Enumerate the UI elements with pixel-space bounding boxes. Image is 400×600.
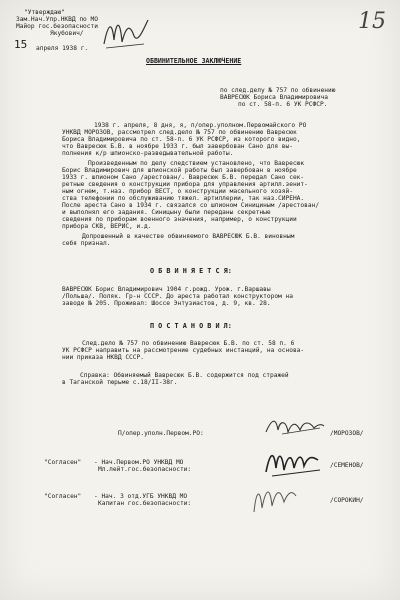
accused-line: ВАВРЕСЮК Борис Владимирович 1904 г.рожд. Урож. г.Варшавы [62, 286, 271, 293]
para1-line: 1938 г. апреля, 8 дня, я, п/опер.уполном.Первомайского РО [94, 122, 307, 129]
para3-line: Допрошенный в качестве обвиняемого ВАВРЕСЮК Б.В. виновным [82, 233, 295, 240]
svg-text:15: 15 [358, 9, 386, 32]
approval-line2: Майор гос.безопасности [16, 23, 98, 30]
signer-role: П/опер.уполн.Первом.РО: [118, 430, 204, 437]
reference-line: Справка: Обвиняемый Вавресюк Б.В. содержится под стражей [80, 372, 289, 379]
accused-heading: О Б В И Н Я Е Т С Я: [150, 267, 232, 275]
approval-line3: Якубович/ [50, 30, 84, 37]
signature-sorokin [248, 478, 302, 518]
para2-line: сведения по приборам военного значения, например, о конструкции [62, 216, 297, 223]
para2-line: прибора СКВ, ВЕРИС, и.д. [62, 223, 152, 230]
approval-date-number: 15 [14, 38, 28, 51]
accused-line: /Польша/. Поляк. Гр-н СССР. До ареста работал конструктором на [62, 293, 293, 300]
signer-name: /СЕМЕНОВ/ [330, 462, 364, 469]
approval-date: апреля 1938 г. [36, 45, 89, 52]
decree-line: нии приказа НКВД СССР. [62, 354, 144, 361]
document-title: ОБВИНИТЕЛЬНОЕ ЗАКЛЮЧЕНИЕ [146, 57, 242, 65]
para2-line: ретные сведения о конструкции прибора для управления артилл.зенит- [62, 181, 308, 188]
decree-heading: П О С Т А Н О В И Л: [150, 322, 232, 330]
signer-name: /МОРОЗОВ/ [330, 430, 364, 437]
accused-line: заводе № 205. Проживал: Шоссе Энтузиастов, д. 9, кв. 28. [62, 300, 271, 307]
para1-line: УНКВД МОРОЗОВ, рассмотрел след.дело № 757 по обвинению Вавресюк [62, 129, 297, 136]
decree-line: След.дело № 757 по обвинению Вавресюк Б.В. по ст. 58 п. 6 [82, 340, 295, 347]
reference-line: в Таганской тюрьме с.18/II-38г. [62, 379, 178, 386]
para2-line: После ареста Сано в 1934 г. связался со шпионом Синициным /арестован/ [62, 202, 320, 209]
para3-line: себя признал. [62, 240, 111, 247]
approval-signature [100, 14, 152, 54]
signer-name: /СОРОКИН/ [330, 497, 364, 504]
para2-line: 1933 г. шпионом Сано /арестован/. Вавресюк Б.В. передал Сано сек- [62, 174, 305, 181]
subject-line-2: ВАВРЕСЮК Бориса Владимировича [220, 94, 329, 101]
approval-title: "Утверждаю" [24, 9, 65, 16]
signer-role: - Нач.Первом.РО УНКВД МО [94, 459, 184, 466]
signer-role: Капитан гос.безопасности: [98, 500, 192, 507]
approval-line1: Зам.Нач.Упр.НКВД по МО [16, 16, 98, 23]
signature-semenov [262, 446, 326, 480]
agreed-label: "Согласен" [44, 459, 82, 466]
para2-line: ным огнем, т.наз. прибор ВЕСТ, о конструкции масельного хозяй- [62, 188, 293, 195]
signature-morozov [262, 414, 328, 440]
subject-line-1: по след.делу № 757 по обвинению [220, 87, 336, 94]
signer-role: Мл.лейт.гос.безопасности: [98, 466, 192, 473]
subject-line-3: по ст. 58-п. 6 УК РСФСР. [238, 101, 328, 108]
para2-line: ства телефонии по обслуживанию тяжел. артиллерии, так наз.СИРЕНА. [62, 195, 305, 202]
page-number-handwritten [356, 6, 392, 32]
para1-line: полнения к/р шпионско-разведывательной работы. [62, 150, 234, 157]
para2-line: Борис Владимирович для шпионской работы был завербован в ноябре [62, 167, 297, 174]
agreed-label: "Согласен" [44, 493, 82, 500]
para1-line: что Вавресюк Б.В. в ноябре 1933 г. был завербован Сано для вы- [62, 143, 293, 150]
para2-line: Произведенным по делу следствием установлено, что Вавресюк [88, 160, 305, 167]
para2-line: и выполнял его задания. Синицыну были переданы секретные [62, 209, 271, 216]
para1-line: Бориса Владимировича по ст. 58-п. 6 УК РСФСР, из которого видно, [62, 136, 301, 143]
signer-role: - Нач. 3 отд.УГБ УНКВД МО [94, 493, 188, 500]
decree-line: УК РСФСР направить на рассмотрение судебных инстанций, на основа- [62, 347, 305, 354]
